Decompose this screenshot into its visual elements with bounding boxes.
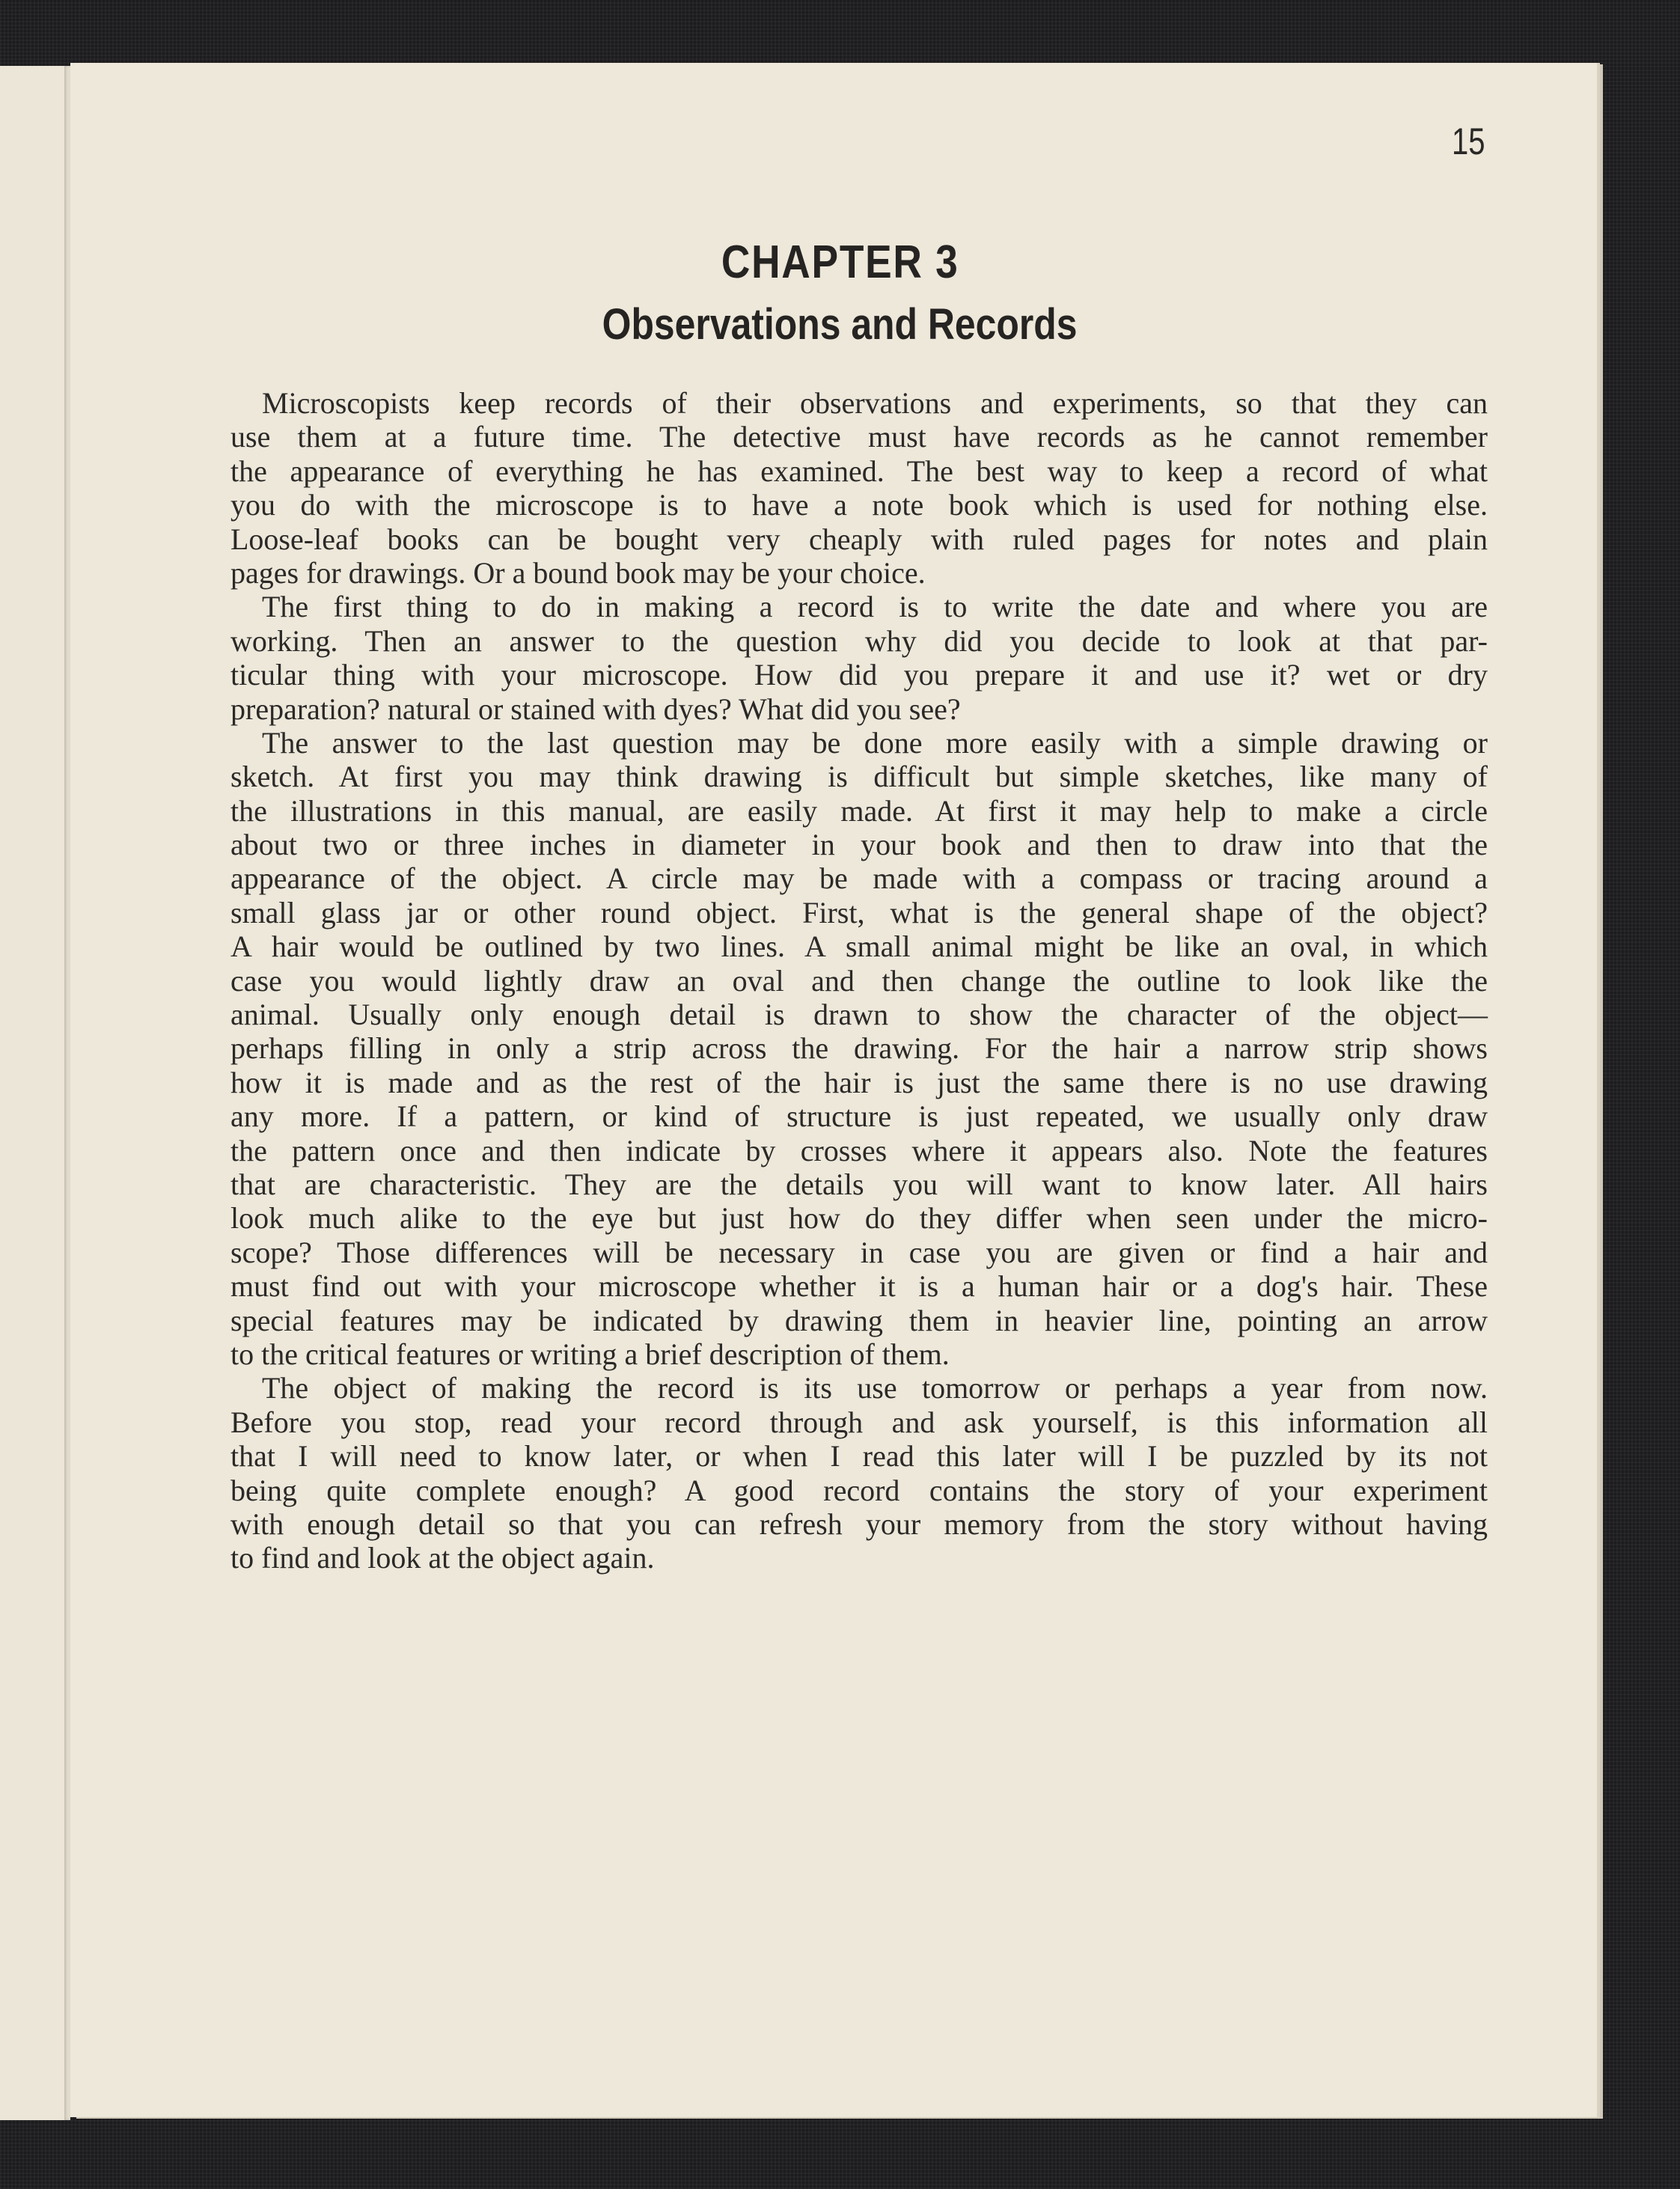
text-line: ticular thing with your microscope. How did you prepare it and use it? wet or dry [230, 658, 1488, 692]
text-line: that I will need to know later, or when I read this later will I be puzzled by its not [230, 1439, 1488, 1474]
text-line: preparation? natural or stained with dyes? What did you see? [230, 691, 961, 726]
paragraph [230, 386, 1488, 590]
text-line: the pattern once and then indicate by crosses where it appears also. Note the features [230, 1133, 1488, 1167]
text-line: the appearance of everything he has examined. The best way to keep a record of what [230, 454, 1488, 488]
text-line: look much alike to the eye but just how do they differ when seen under the micro- [230, 1201, 1488, 1236]
text-line: sketch. At first you may think drawing is difficult but simple sketches, like many of [230, 760, 1488, 794]
text-line: the illustrations in this manual, are easily made. At first it may help to make a circle [230, 793, 1488, 828]
text-line: that are characteristic. They are the details you will want to know later. All hairs [230, 1167, 1488, 1201]
paragraph [230, 590, 1488, 726]
text-line: The first thing to do in making a record is to write the date and where you are [262, 590, 1488, 624]
text-line: must find out with your microscope whether it is a human hair or a dog's hair. These [230, 1269, 1488, 1304]
text-line: appearance of the object. A circle may be made with a compass or tracing around a [230, 861, 1488, 896]
chapter-title [0, 299, 1680, 349]
text-line: to find and look at the object again. [230, 1541, 655, 1575]
text-line: A hair would be outlined by two lines. A small animal might be like an oval, in which [230, 929, 1488, 964]
text-line: any more. If a pattern, or kind of structure is just repeated, we usually only draw [230, 1099, 1488, 1134]
text-line: with enough detail so that you can refresh your memory from the story without having [230, 1506, 1488, 1541]
paragraph [230, 1371, 1488, 1575]
text-line: perhaps filling in only a strip across the drawing. For the hair a narrow strip shows [230, 1031, 1488, 1066]
text-line: to the critical features or writing a brief description of them. [230, 1337, 950, 1371]
text-line: The answer to the last question may be done more easily with a simple drawing or [262, 725, 1488, 760]
text-line: animal. Usually only enough detail is drawn to show the character of the object— [230, 998, 1488, 1032]
text-line: being quite complete enough? A good record contains the story of your experiment [230, 1473, 1488, 1507]
text-line: pages for drawings. Or a bound book may be your choice. [230, 555, 926, 590]
text-line: small glass jar or other round object. First, what is the general shape of the object? [230, 895, 1488, 929]
text-line: about two or three inches in diameter in your book and then to draw into that the [230, 828, 1488, 862]
facing-page-edge [0, 66, 66, 2120]
text-line: Loose-leaf books can be bought very cheaply with ruled pages for notes and plain [230, 522, 1488, 556]
chapter-label-text: CHAPTER 3 [721, 236, 959, 288]
chapter-label [0, 236, 1680, 289]
text-line: how it is made and as the rest of the hair is just the same there is no use drawing [230, 1065, 1488, 1099]
text-line: The object of making the record is its use tomorrow or perhaps a year from now. [262, 1371, 1488, 1405]
text-line: use them at a future time. The detective must have records as he cannot remember [230, 420, 1488, 454]
chapter-title-text: Observations and Records [602, 300, 1078, 349]
text-line: Microscopists keep records of their observations and experiments, so that they can [262, 386, 1488, 420]
page-number: 15 [1452, 120, 1485, 162]
text-line: you do with the microscope is to have a note book which is used for nothing else. [230, 488, 1488, 522]
text-line: working. Then an answer to the question why did you decide to look at that par- [230, 623, 1488, 658]
text-line: special features may be indicated by drawing them in heavier line, pointing an arrow [230, 1303, 1488, 1337]
book-spine [64, 66, 70, 2120]
text-line: scope? Those differences will be necessary in case you are given or find a hair and [230, 1235, 1488, 1269]
body-text [230, 386, 1488, 1575]
paragraph [230, 726, 1488, 1371]
text-line: case you would lightly draw an oval and then change the outline to look like the [230, 963, 1488, 998]
text-line: Before you stop, read your record through and ask yourself, is this information all [230, 1405, 1488, 1439]
